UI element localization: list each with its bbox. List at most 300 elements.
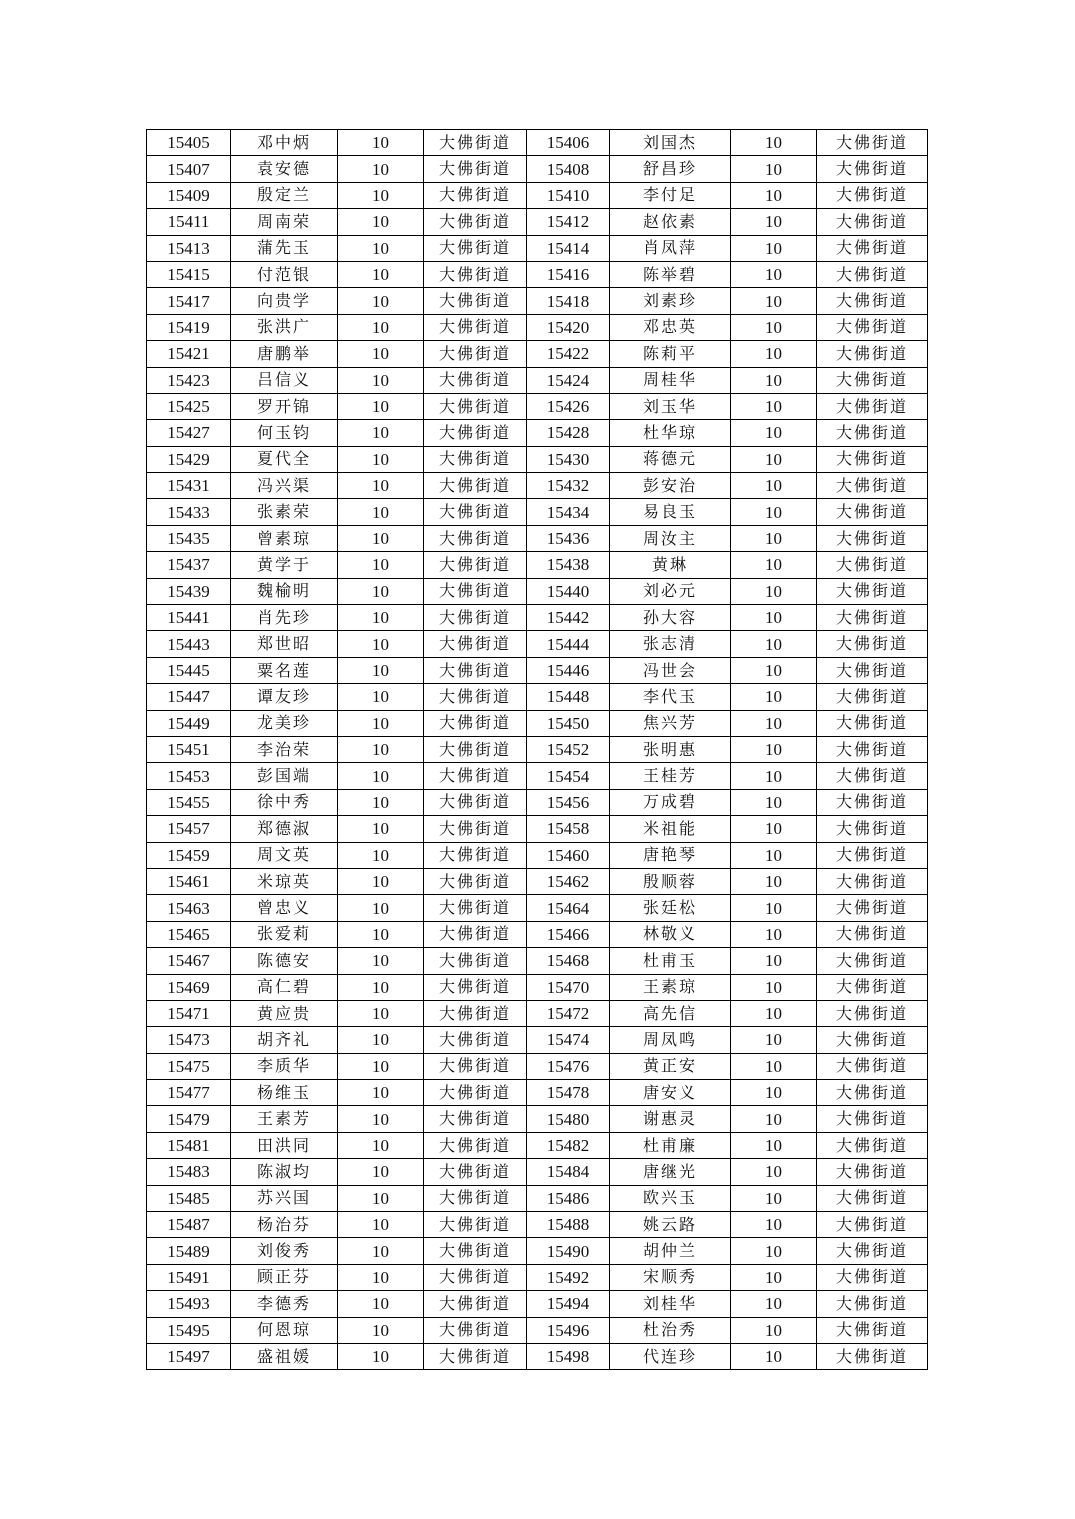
- record-id-cell: 15406: [527, 130, 610, 156]
- table-row: [147, 473, 928, 499]
- street-cell: 大佛街道: [817, 130, 928, 156]
- amount-cell: 10: [731, 710, 817, 736]
- record-id-cell: 15454: [527, 763, 610, 789]
- street-cell: 大佛街道: [424, 736, 527, 762]
- record-id-cell: 15440: [527, 578, 610, 604]
- amount-cell: 10: [731, 1291, 817, 1317]
- person-name-cell: 胡仲兰: [610, 1238, 731, 1264]
- record-id-cell: 15426: [527, 393, 610, 419]
- amount-cell: 10: [338, 1000, 424, 1026]
- person-name-cell: 黄学于: [231, 552, 338, 578]
- record-id-cell: 15456: [527, 789, 610, 815]
- street-cell: 大佛街道: [817, 895, 928, 921]
- record-id-cell: 15478: [527, 1080, 610, 1106]
- amount-cell: 10: [731, 525, 817, 551]
- person-name-cell: 周桂华: [610, 367, 731, 393]
- street-cell: 大佛街道: [817, 763, 928, 789]
- amount-cell: 10: [731, 1053, 817, 1079]
- amount-cell: 10: [731, 1343, 817, 1369]
- person-name-cell: 代连珍: [610, 1343, 731, 1369]
- street-cell: 大佛街道: [424, 763, 527, 789]
- amount-cell: 10: [338, 182, 424, 208]
- record-id-cell: 15481: [147, 1132, 231, 1158]
- person-name-cell: 何恩琼: [231, 1317, 338, 1343]
- amount-cell: 10: [338, 1053, 424, 1079]
- street-cell: 大佛街道: [817, 710, 928, 736]
- street-cell: 大佛街道: [817, 1291, 928, 1317]
- amount-cell: 10: [338, 816, 424, 842]
- street-cell: 大佛街道: [424, 473, 527, 499]
- street-cell: 大佛街道: [817, 789, 928, 815]
- street-cell: 大佛街道: [817, 552, 928, 578]
- person-name-cell: 盛祖媛: [231, 1343, 338, 1369]
- street-cell: 大佛街道: [817, 868, 928, 894]
- amount-cell: 10: [731, 948, 817, 974]
- street-cell: 大佛街道: [424, 209, 527, 235]
- person-name-cell: 殷定兰: [231, 182, 338, 208]
- person-name-cell: 姚云路: [610, 1212, 731, 1238]
- person-name-cell: 彭国端: [231, 763, 338, 789]
- table-row: [147, 156, 928, 182]
- amount-cell: 10: [731, 868, 817, 894]
- person-name-cell: 李质华: [231, 1053, 338, 1079]
- person-name-cell: 黄正安: [610, 1053, 731, 1079]
- table-row: [147, 235, 928, 261]
- amount-cell: 10: [338, 657, 424, 683]
- amount-cell: 10: [338, 156, 424, 182]
- person-name-cell: 李治荣: [231, 736, 338, 762]
- record-id-cell: 15416: [527, 261, 610, 287]
- record-id-cell: 15482: [527, 1132, 610, 1158]
- person-name-cell: 张廷松: [610, 895, 731, 921]
- street-cell: 大佛街道: [424, 578, 527, 604]
- table-row: [147, 974, 928, 1000]
- record-id-cell: 15407: [147, 156, 231, 182]
- amount-cell: 10: [338, 736, 424, 762]
- record-id-cell: 15448: [527, 684, 610, 710]
- amount-cell: 10: [338, 525, 424, 551]
- street-cell: 大佛街道: [817, 341, 928, 367]
- person-name-cell: 周汝主: [610, 525, 731, 551]
- street-cell: 大佛街道: [424, 525, 527, 551]
- street-cell: 大佛街道: [424, 1238, 527, 1264]
- person-name-cell: 王素芳: [231, 1106, 338, 1132]
- street-cell: 大佛街道: [424, 1291, 527, 1317]
- street-cell: 大佛街道: [817, 1185, 928, 1211]
- amount-cell: 10: [338, 1159, 424, 1185]
- record-id-cell: 15471: [147, 1000, 231, 1026]
- record-id-cell: 15411: [147, 209, 231, 235]
- amount-cell: 10: [338, 1132, 424, 1158]
- amount-cell: 10: [338, 1027, 424, 1053]
- street-cell: 大佛街道: [424, 842, 527, 868]
- person-name-cell: 刘桂华: [610, 1291, 731, 1317]
- street-cell: 大佛街道: [424, 605, 527, 631]
- street-cell: 大佛街道: [424, 1027, 527, 1053]
- street-cell: 大佛街道: [817, 1317, 928, 1343]
- person-name-cell: 冯兴渠: [231, 473, 338, 499]
- record-id-cell: 15477: [147, 1080, 231, 1106]
- record-id-cell: 15475: [147, 1053, 231, 1079]
- amount-cell: 10: [338, 1080, 424, 1106]
- record-id-cell: 15409: [147, 182, 231, 208]
- person-name-cell: 郑德淑: [231, 816, 338, 842]
- record-id-cell: 15453: [147, 763, 231, 789]
- street-cell: 大佛街道: [424, 1159, 527, 1185]
- street-cell: 大佛街道: [817, 182, 928, 208]
- table-row: [147, 763, 928, 789]
- amount-cell: 10: [731, 288, 817, 314]
- amount-cell: 10: [731, 1080, 817, 1106]
- person-name-cell: 肖先珍: [231, 605, 338, 631]
- amount-cell: 10: [731, 1132, 817, 1158]
- record-id-cell: 15423: [147, 367, 231, 393]
- record-id-cell: 15447: [147, 684, 231, 710]
- record-id-cell: 15441: [147, 605, 231, 631]
- person-name-cell: 杨治芬: [231, 1212, 338, 1238]
- street-cell: 大佛街道: [424, 684, 527, 710]
- record-id-cell: 15433: [147, 499, 231, 525]
- amount-cell: 10: [338, 288, 424, 314]
- table-row: [147, 605, 928, 631]
- record-id-cell: 15466: [527, 921, 610, 947]
- amount-cell: 10: [731, 789, 817, 815]
- street-cell: 大佛街道: [817, 1264, 928, 1290]
- person-name-cell: 唐安义: [610, 1080, 731, 1106]
- table-row: [147, 868, 928, 894]
- street-cell: 大佛街道: [424, 1132, 527, 1158]
- table-row: [147, 736, 928, 762]
- street-cell: 大佛街道: [424, 657, 527, 683]
- amount-cell: 10: [338, 1343, 424, 1369]
- record-id-cell: 15492: [527, 1264, 610, 1290]
- amount-cell: 10: [338, 1291, 424, 1317]
- person-name-cell: 付范银: [231, 261, 338, 287]
- record-id-cell: 15415: [147, 261, 231, 287]
- person-name-cell: 曾忠义: [231, 895, 338, 921]
- person-name-cell: 杜华琼: [610, 420, 731, 446]
- record-id-cell: 15473: [147, 1027, 231, 1053]
- person-name-cell: 李付足: [610, 182, 731, 208]
- table-row: [147, 578, 928, 604]
- record-id-cell: 15439: [147, 578, 231, 604]
- person-name-cell: 宋顺秀: [610, 1264, 731, 1290]
- person-name-cell: 万成碧: [610, 789, 731, 815]
- street-cell: 大佛街道: [424, 499, 527, 525]
- street-cell: 大佛街道: [817, 446, 928, 472]
- street-cell: 大佛街道: [817, 261, 928, 287]
- street-cell: 大佛街道: [817, 156, 928, 182]
- street-cell: 大佛街道: [817, 525, 928, 551]
- amount-cell: 10: [338, 261, 424, 287]
- person-name-cell: 易良玉: [610, 499, 731, 525]
- person-name-cell: 吕信义: [231, 367, 338, 393]
- record-id-cell: 15437: [147, 552, 231, 578]
- table-row: [147, 1238, 928, 1264]
- person-name-cell: 肖凤萍: [610, 235, 731, 261]
- amount-cell: 10: [731, 921, 817, 947]
- person-name-cell: 焦兴芳: [610, 710, 731, 736]
- street-cell: 大佛街道: [817, 578, 928, 604]
- street-cell: 大佛街道: [424, 130, 527, 156]
- person-name-cell: 杜甫玉: [610, 948, 731, 974]
- street-cell: 大佛街道: [424, 631, 527, 657]
- amount-cell: 10: [338, 446, 424, 472]
- roster-table-body: [147, 130, 928, 1370]
- amount-cell: 10: [338, 499, 424, 525]
- table-row: [147, 420, 928, 446]
- person-name-cell: 李德秀: [231, 1291, 338, 1317]
- person-name-cell: 刘必元: [610, 578, 731, 604]
- person-name-cell: 陈举碧: [610, 261, 731, 287]
- record-id-cell: 15422: [527, 341, 610, 367]
- street-cell: 大佛街道: [424, 393, 527, 419]
- amount-cell: 10: [338, 1264, 424, 1290]
- amount-cell: 10: [731, 446, 817, 472]
- amount-cell: 10: [338, 314, 424, 340]
- street-cell: 大佛街道: [817, 684, 928, 710]
- person-name-cell: 顾正芬: [231, 1264, 338, 1290]
- amount-cell: 10: [731, 235, 817, 261]
- street-cell: 大佛街道: [817, 420, 928, 446]
- street-cell: 大佛街道: [817, 1106, 928, 1132]
- person-name-cell: 张爱莉: [231, 921, 338, 947]
- street-cell: 大佛街道: [817, 235, 928, 261]
- person-name-cell: 王素琼: [610, 974, 731, 1000]
- street-cell: 大佛街道: [817, 1053, 928, 1079]
- record-id-cell: 15474: [527, 1027, 610, 1053]
- person-name-cell: 米琼英: [231, 868, 338, 894]
- street-cell: 大佛街道: [817, 1132, 928, 1158]
- amount-cell: 10: [731, 895, 817, 921]
- record-id-cell: 15498: [527, 1343, 610, 1369]
- amount-cell: 10: [731, 631, 817, 657]
- person-name-cell: 郑世昭: [231, 631, 338, 657]
- record-id-cell: 15429: [147, 446, 231, 472]
- street-cell: 大佛街道: [817, 393, 928, 419]
- street-cell: 大佛街道: [424, 948, 527, 974]
- amount-cell: 10: [731, 763, 817, 789]
- amount-cell: 10: [338, 130, 424, 156]
- record-id-cell: 15494: [527, 1291, 610, 1317]
- person-name-cell: 粟名莲: [231, 657, 338, 683]
- street-cell: 大佛街道: [817, 921, 928, 947]
- amount-cell: 10: [338, 552, 424, 578]
- person-name-cell: 赵依素: [610, 209, 731, 235]
- amount-cell: 10: [338, 631, 424, 657]
- street-cell: 大佛街道: [817, 473, 928, 499]
- record-id-cell: 15455: [147, 789, 231, 815]
- street-cell: 大佛街道: [817, 499, 928, 525]
- amount-cell: 10: [731, 182, 817, 208]
- table-row: [147, 816, 928, 842]
- amount-cell: 10: [731, 1027, 817, 1053]
- record-id-cell: 15427: [147, 420, 231, 446]
- record-id-cell: 15476: [527, 1053, 610, 1079]
- record-id-cell: 15490: [527, 1238, 610, 1264]
- person-name-cell: 唐继光: [610, 1159, 731, 1185]
- table-row: [147, 657, 928, 683]
- record-id-cell: 15452: [527, 736, 610, 762]
- table-row: [147, 1291, 928, 1317]
- amount-cell: 10: [338, 1238, 424, 1264]
- person-name-cell: 李代玉: [610, 684, 731, 710]
- amount-cell: 10: [731, 341, 817, 367]
- amount-cell: 10: [338, 948, 424, 974]
- table-row: [147, 948, 928, 974]
- record-id-cell: 15414: [527, 235, 610, 261]
- amount-cell: 10: [731, 393, 817, 419]
- record-id-cell: 15425: [147, 393, 231, 419]
- amount-cell: 10: [338, 578, 424, 604]
- person-name-cell: 王桂芳: [610, 763, 731, 789]
- person-name-cell: 孙大容: [610, 605, 731, 631]
- street-cell: 大佛街道: [424, 552, 527, 578]
- amount-cell: 10: [731, 1264, 817, 1290]
- person-name-cell: 林敬义: [610, 921, 731, 947]
- table-row: [147, 288, 928, 314]
- record-id-cell: 15421: [147, 341, 231, 367]
- table-row: [147, 341, 928, 367]
- record-id-cell: 15420: [527, 314, 610, 340]
- person-name-cell: 陈莉平: [610, 341, 731, 367]
- table-row: [147, 1317, 928, 1343]
- person-name-cell: 邓中炳: [231, 130, 338, 156]
- street-cell: 大佛街道: [424, 1317, 527, 1343]
- person-name-cell: 唐鹏举: [231, 341, 338, 367]
- roster-table: [146, 129, 928, 1370]
- street-cell: 大佛街道: [817, 1343, 928, 1369]
- amount-cell: 10: [731, 1212, 817, 1238]
- person-name-cell: 何玉钧: [231, 420, 338, 446]
- person-name-cell: 杜甫廉: [610, 1132, 731, 1158]
- street-cell: 大佛街道: [817, 1000, 928, 1026]
- record-id-cell: 15463: [147, 895, 231, 921]
- record-id-cell: 15496: [527, 1317, 610, 1343]
- record-id-cell: 15450: [527, 710, 610, 736]
- person-name-cell: 刘玉华: [610, 393, 731, 419]
- record-id-cell: 15491: [147, 1264, 231, 1290]
- amount-cell: 10: [731, 1000, 817, 1026]
- amount-cell: 10: [338, 710, 424, 736]
- record-id-cell: 15410: [527, 182, 610, 208]
- table-row: [147, 631, 928, 657]
- street-cell: 大佛街道: [424, 261, 527, 287]
- amount-cell: 10: [731, 684, 817, 710]
- record-id-cell: 15451: [147, 736, 231, 762]
- table-row: [147, 393, 928, 419]
- street-cell: 大佛街道: [817, 314, 928, 340]
- record-id-cell: 15430: [527, 446, 610, 472]
- person-name-cell: 魏榆明: [231, 578, 338, 604]
- record-id-cell: 15431: [147, 473, 231, 499]
- person-name-cell: 唐艳琴: [610, 842, 731, 868]
- amount-cell: 10: [731, 1106, 817, 1132]
- table-row: [147, 552, 928, 578]
- record-id-cell: 15419: [147, 314, 231, 340]
- person-name-cell: 张明惠: [610, 736, 731, 762]
- record-id-cell: 15417: [147, 288, 231, 314]
- street-cell: 大佛街道: [424, 1080, 527, 1106]
- record-id-cell: 15483: [147, 1159, 231, 1185]
- table-row: [147, 261, 928, 287]
- record-id-cell: 15444: [527, 631, 610, 657]
- amount-cell: 10: [731, 473, 817, 499]
- amount-cell: 10: [338, 420, 424, 446]
- table-row: [147, 1132, 928, 1158]
- person-name-cell: 夏代全: [231, 446, 338, 472]
- amount-cell: 10: [338, 684, 424, 710]
- street-cell: 大佛街道: [817, 1027, 928, 1053]
- table-row: [147, 1212, 928, 1238]
- record-id-cell: 15472: [527, 1000, 610, 1026]
- table-row: [147, 1053, 928, 1079]
- street-cell: 大佛街道: [817, 657, 928, 683]
- person-name-cell: 高先信: [610, 1000, 731, 1026]
- street-cell: 大佛街道: [424, 921, 527, 947]
- street-cell: 大佛街道: [424, 1343, 527, 1369]
- amount-cell: 10: [731, 420, 817, 446]
- street-cell: 大佛街道: [817, 736, 928, 762]
- person-name-cell: 苏兴国: [231, 1185, 338, 1211]
- street-cell: 大佛街道: [424, 1000, 527, 1026]
- amount-cell: 10: [731, 209, 817, 235]
- person-name-cell: 杜治秀: [610, 1317, 731, 1343]
- person-name-cell: 刘俊秀: [231, 1238, 338, 1264]
- street-cell: 大佛街道: [817, 948, 928, 974]
- record-id-cell: 15480: [527, 1106, 610, 1132]
- table-row: [147, 842, 928, 868]
- person-name-cell: 张素荣: [231, 499, 338, 525]
- record-id-cell: 15457: [147, 816, 231, 842]
- person-name-cell: 蒲先玉: [231, 235, 338, 261]
- record-id-cell: 15434: [527, 499, 610, 525]
- record-id-cell: 15465: [147, 921, 231, 947]
- record-id-cell: 15432: [527, 473, 610, 499]
- amount-cell: 10: [338, 974, 424, 1000]
- record-id-cell: 15486: [527, 1185, 610, 1211]
- table-row: [147, 1185, 928, 1211]
- amount-cell: 10: [731, 1238, 817, 1264]
- amount-cell: 10: [731, 605, 817, 631]
- person-name-cell: 周凤鸣: [610, 1027, 731, 1053]
- record-id-cell: 15484: [527, 1159, 610, 1185]
- street-cell: 大佛街道: [817, 842, 928, 868]
- record-id-cell: 15446: [527, 657, 610, 683]
- person-name-cell: 田洪同: [231, 1132, 338, 1158]
- street-cell: 大佛街道: [424, 710, 527, 736]
- person-name-cell: 罗开锦: [231, 393, 338, 419]
- amount-cell: 10: [338, 921, 424, 947]
- street-cell: 大佛街道: [817, 1080, 928, 1106]
- amount-cell: 10: [731, 367, 817, 393]
- street-cell: 大佛街道: [817, 367, 928, 393]
- record-id-cell: 15461: [147, 868, 231, 894]
- person-name-cell: 张洪广: [231, 314, 338, 340]
- person-name-cell: 周文英: [231, 842, 338, 868]
- amount-cell: 10: [338, 763, 424, 789]
- person-name-cell: 刘素珍: [610, 288, 731, 314]
- record-id-cell: 15445: [147, 657, 231, 683]
- person-name-cell: 杨维玉: [231, 1080, 338, 1106]
- person-name-cell: 蒋德元: [610, 446, 731, 472]
- record-id-cell: 15467: [147, 948, 231, 974]
- person-name-cell: 黄应贵: [231, 1000, 338, 1026]
- record-id-cell: 15408: [527, 156, 610, 182]
- street-cell: 大佛街道: [424, 1053, 527, 1079]
- street-cell: 大佛街道: [424, 868, 527, 894]
- street-cell: 大佛街道: [817, 631, 928, 657]
